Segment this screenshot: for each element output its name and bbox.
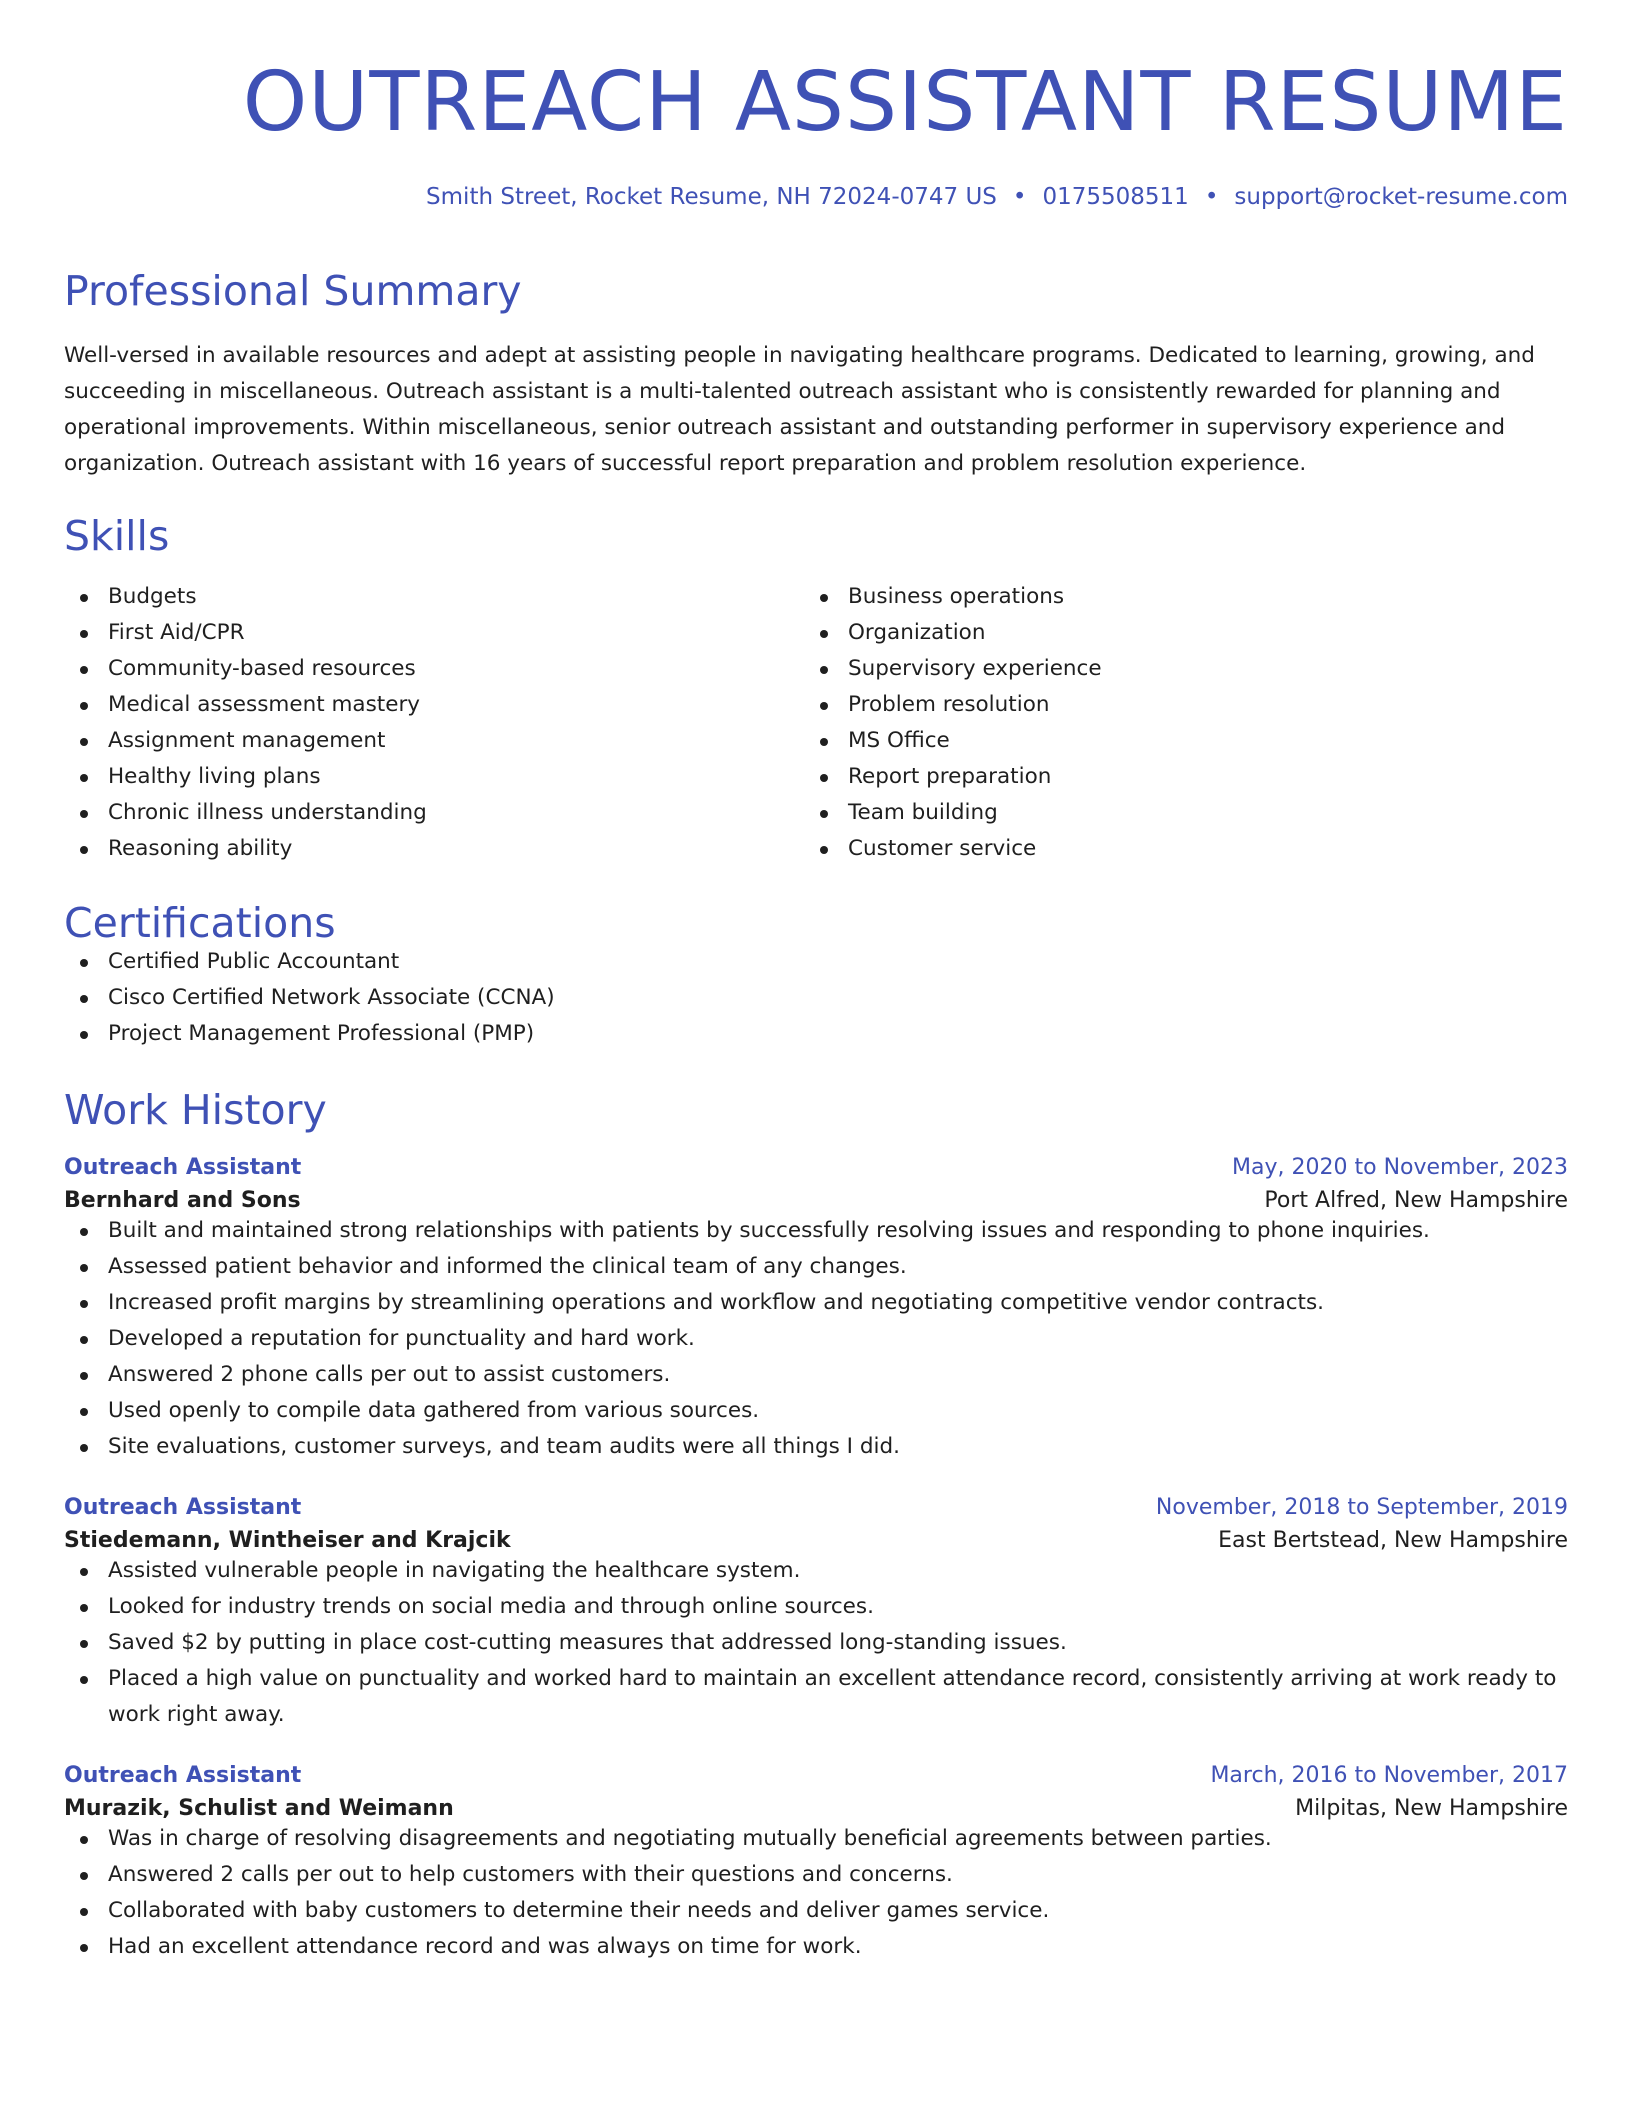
duty-item: Answered 2 phone calls per out to assist customers. xyxy=(64,1357,1568,1393)
summary-text: Well-versed in available resources and adept at assisting people in navigating healthcare programs. Dedicated to learning, growing, and succeeding in miscellaneous. Outreach assistant is a multi-talented outreach assistant who is consistently rewarded for planning and operational improvements. Within miscellaneous, senior outreach assistant and outstanding performer in supervisory experience and organization. Outreach assistant with 16 years of successful report preparation and problem resolution experience. xyxy=(64,343,1535,476)
job-company: Murazik, Schulist and Weimann xyxy=(64,1796,454,1821)
job-title: Outreach Assistant xyxy=(64,1495,302,1520)
skill-item: Medical assessment mastery xyxy=(64,687,804,723)
duty-item: Collaborated with baby customers to determine their needs and deliver games service. xyxy=(64,1893,1568,1929)
duty-item: Used openly to compile data gathered from various sources. xyxy=(64,1393,1568,1429)
skill-item: Organization xyxy=(804,615,1544,651)
skill-item: Customer service xyxy=(804,831,1544,867)
job-company: Stiedemann, Wintheiser and Krajcik xyxy=(64,1528,511,1553)
summary-heading: Professional Summary xyxy=(64,267,522,315)
job-location: Milpitas, New Hampshire xyxy=(1295,1796,1568,1821)
resume-header xyxy=(64,55,1568,210)
job-dates: March, 2016 to November, 2017 xyxy=(1210,1763,1568,1788)
skill-item: Healthy living plans xyxy=(64,759,804,795)
skill-item: Business operations xyxy=(804,579,1544,615)
job-company: Bernhard and Sons xyxy=(64,1188,301,1213)
job-subheader xyxy=(64,1796,1568,1821)
skills-list-right xyxy=(804,579,1544,867)
duty-item: Answered 2 calls per out to help customers with their questions and concerns. xyxy=(64,1857,1568,1893)
job-entry xyxy=(64,1155,1568,1465)
skill-item: Problem resolution xyxy=(804,687,1544,723)
contact-address: Smith Street, Rocket Resume, NH 72024-0747 US xyxy=(426,184,997,210)
job-header xyxy=(64,1495,1568,1520)
job-title: Outreach Assistant xyxy=(64,1155,302,1180)
job-location: Port Alfred, New Hampshire xyxy=(1264,1188,1568,1213)
job-subheader xyxy=(64,1528,1568,1553)
job-location: East Bertstead, New Hampshire xyxy=(1218,1528,1568,1553)
skills-list-left xyxy=(64,579,804,867)
skills-heading: Skills xyxy=(64,512,170,560)
skill-item: Report preparation xyxy=(804,759,1544,795)
job-duties xyxy=(64,1553,1568,1733)
job-title: Outreach Assistant xyxy=(64,1763,302,1788)
skill-item: Reasoning ability xyxy=(64,831,804,867)
skill-item: MS Office xyxy=(804,723,1544,759)
duty-item: Assessed patient behavior and informed the clinical team of any changes. xyxy=(64,1249,1568,1285)
duty-item: Looked for industry trends on social media and through online sources. xyxy=(64,1589,1568,1625)
skills-columns xyxy=(64,579,1568,867)
duty-item: Assisted vulnerable people in navigating the healthcare system. xyxy=(64,1553,1568,1589)
job-entry xyxy=(64,1495,1568,1733)
certifications-list xyxy=(64,944,1568,1052)
job-header xyxy=(64,1763,1568,1788)
certification-item: Project Management Professional (PMP) xyxy=(64,1016,1568,1052)
job-header xyxy=(64,1155,1568,1180)
certifications-heading: Certifications xyxy=(64,899,336,947)
job-duties xyxy=(64,1213,1568,1465)
skill-item: First Aid/CPR xyxy=(64,615,804,651)
job-entry xyxy=(64,1763,1568,1965)
work-history-heading: Work History xyxy=(64,1086,327,1134)
skill-item: Supervisory experience xyxy=(804,651,1544,687)
job-subheader xyxy=(64,1188,1568,1213)
contact-separator: • xyxy=(1012,184,1027,210)
duty-item: Built and maintained strong relationships with patients by successfully resolving issues and responding to phone inquiries. xyxy=(64,1213,1568,1249)
contact-line xyxy=(64,186,1568,209)
duty-item: Had an excellent attendance record and was always on time for work. xyxy=(64,1929,1568,1965)
job-dates: May, 2020 to November, 2023 xyxy=(1232,1155,1568,1180)
duty-item: Increased profit margins by streamlining operations and workflow and negotiating competitive vendor contracts. xyxy=(64,1285,1568,1321)
skill-item: Team building xyxy=(804,795,1544,831)
certification-item: Cisco Certified Network Associate (CCNA) xyxy=(64,980,1568,1016)
skill-item: Budgets xyxy=(64,579,804,615)
duty-item: Saved $2 by putting in place cost-cutting measures that addressed long-standing issues. xyxy=(64,1625,1568,1661)
duty-item: Was in charge of resolving disagreements and negotiating mutually beneficial agreements between parties. xyxy=(64,1821,1568,1857)
duty-item: Site evaluations, customer surveys, and team audits were all things I did. xyxy=(64,1429,1568,1465)
contact-separator: • xyxy=(1204,184,1219,210)
contact-phone: 0175508511 xyxy=(1042,184,1189,210)
skill-item: Assignment management xyxy=(64,723,804,759)
duty-item: Developed a reputation for punctuality and hard work. xyxy=(64,1321,1568,1357)
job-dates: November, 2018 to September, 2019 xyxy=(1155,1495,1568,1520)
skill-item: Chronic illness understanding xyxy=(64,795,804,831)
skill-item: Community-based resources xyxy=(64,651,804,687)
resume-title: OUTREACH ASSISTANT RESUME xyxy=(242,55,1568,150)
certification-item: Certified Public Accountant xyxy=(64,944,1568,980)
duty-item: Placed a high value on punctuality and worked hard to maintain an excellent attendance record, consistently arriving at work ready to work right away. xyxy=(64,1661,1568,1733)
job-duties xyxy=(64,1821,1568,1965)
contact-email: support@rocket-resume.com xyxy=(1234,184,1568,210)
